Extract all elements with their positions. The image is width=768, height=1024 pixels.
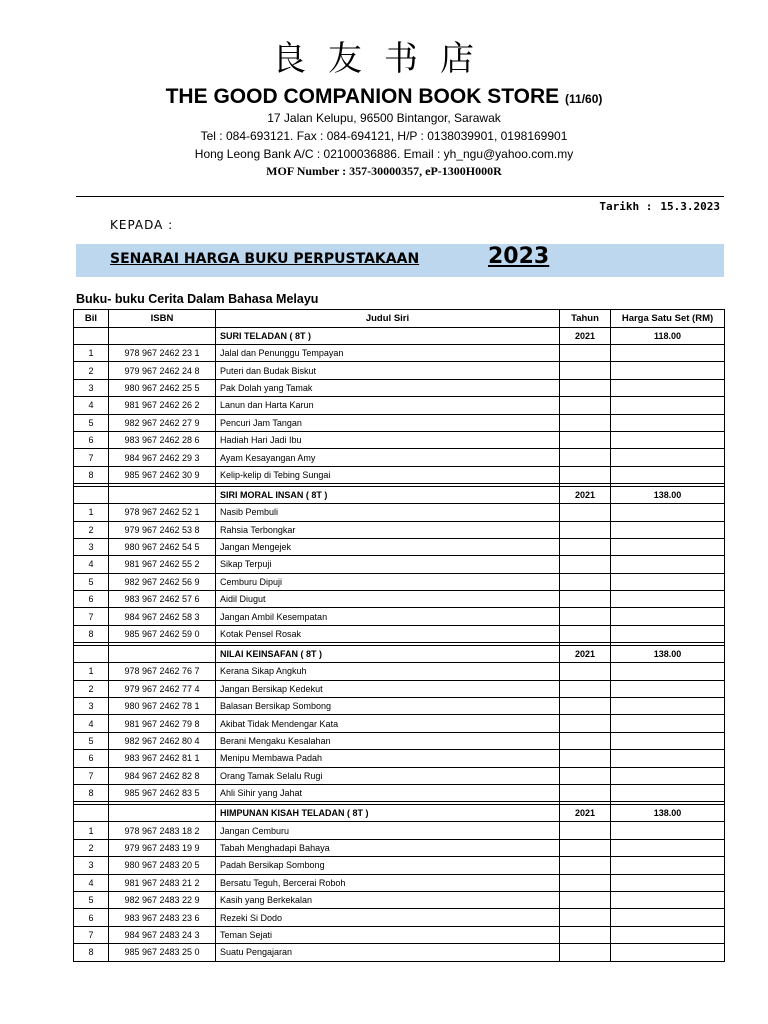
book-number: 5	[74, 573, 109, 590]
table-row	[74, 663, 725, 680]
book-title: Aidil Diugut	[216, 591, 560, 608]
recipient-label: KEPADA :	[110, 218, 174, 232]
series-year: 2021	[560, 805, 611, 822]
table-row	[74, 573, 725, 590]
book-number: 6	[74, 909, 109, 926]
table-row	[74, 504, 725, 521]
empty-cell	[74, 487, 109, 504]
empty-cell	[74, 646, 109, 663]
book-title: Rezeki Si Dodo	[216, 909, 560, 926]
book-number: 6	[74, 750, 109, 767]
date-line	[599, 200, 720, 213]
book-isbn: 984 967 2462 58 3	[109, 608, 216, 625]
book-isbn: 983 967 2483 23 6	[109, 909, 216, 926]
series-name: SURI TELADAN ( 8T )	[216, 328, 560, 345]
book-isbn: 983 967 2462 57 6	[109, 591, 216, 608]
empty-cell	[611, 874, 725, 891]
store-address: 17 Jalan Kelupu, 96500 Bintangor, Sarawak	[267, 111, 501, 125]
table-row	[74, 732, 725, 749]
book-number: 1	[74, 663, 109, 680]
empty-cell	[611, 449, 725, 466]
empty-cell	[611, 431, 725, 448]
book-title: Akibat Tidak Mendengar Kata	[216, 715, 560, 732]
book-isbn: 983 967 2462 81 1	[109, 750, 216, 767]
empty-cell	[611, 663, 725, 680]
empty-cell	[611, 715, 725, 732]
table-row	[74, 822, 725, 839]
banner-title: SENARAI HARGA BUKU PERPUSTAKAAN	[110, 251, 420, 267]
book-title: Kerana Sikap Angkuh	[216, 663, 560, 680]
empty-cell	[611, 591, 725, 608]
book-title: Nasib Pembuli	[216, 504, 560, 521]
store-bank-email: Hong Leong Bank A/C : 02100036886. Email : yh_ngu@yahoo.com.my	[194, 147, 574, 161]
empty-cell	[560, 767, 611, 784]
empty-cell	[611, 680, 725, 697]
book-number: 5	[74, 732, 109, 749]
empty-cell	[611, 822, 725, 839]
table-row	[74, 379, 725, 396]
book-isbn: 978 967 2462 52 1	[109, 504, 216, 521]
book-title: Balasan Bersikap Sombong	[216, 698, 560, 715]
empty-cell	[611, 466, 725, 483]
empty-cell	[560, 608, 611, 625]
book-title: Jangan Bersikap Kedekut	[216, 680, 560, 697]
book-isbn: 978 967 2462 76 7	[109, 663, 216, 680]
book-title: Berani Mengaku Kesalahan	[216, 732, 560, 749]
book-number: 3	[74, 698, 109, 715]
book-title: Suatu Pengajaran	[216, 944, 560, 961]
empty-cell	[611, 362, 725, 379]
book-isbn: 982 967 2483 22 9	[109, 891, 216, 908]
empty-cell	[611, 767, 725, 784]
table-row	[74, 414, 725, 431]
mof-number: MOF Number : 357-30000357, eP-1300H000R	[266, 164, 502, 178]
empty-cell	[611, 345, 725, 362]
empty-cell	[560, 345, 611, 362]
book-isbn: 984 967 2483 24 3	[109, 926, 216, 943]
empty-cell	[109, 805, 216, 822]
book-isbn: 984 967 2462 29 3	[109, 449, 216, 466]
table-row	[74, 608, 725, 625]
series-price: 138.00	[611, 805, 725, 822]
date-value: 15.3.2023	[660, 200, 720, 213]
book-isbn: 978 967 2462 23 1	[109, 345, 216, 362]
book-number: 4	[74, 556, 109, 573]
empty-cell	[611, 857, 725, 874]
book-title: Kelip-kelip di Tebing Sungai	[216, 466, 560, 483]
book-isbn: 985 967 2483 25 0	[109, 944, 216, 961]
empty-cell	[560, 909, 611, 926]
table-row	[74, 909, 725, 926]
table-row	[74, 449, 725, 466]
table-row	[74, 538, 725, 555]
empty-cell	[560, 784, 611, 801]
book-number: 7	[74, 608, 109, 625]
table-row	[74, 750, 725, 767]
series-name: NILAI KEINSAFAN ( 8T )	[216, 646, 560, 663]
book-number: 1	[74, 504, 109, 521]
book-number: 8	[74, 466, 109, 483]
book-number: 8	[74, 944, 109, 961]
book-number: 2	[74, 680, 109, 697]
book-number: 2	[74, 362, 109, 379]
book-title: Padah Bersikap Sombong	[216, 857, 560, 874]
table-row	[74, 891, 725, 908]
column-header: Harga Satu Set (RM)	[611, 310, 725, 328]
table-row	[74, 397, 725, 414]
book-title: Jangan Cemburu	[216, 822, 560, 839]
empty-cell	[611, 608, 725, 625]
empty-cell	[611, 698, 725, 715]
series-price: 118.00	[611, 328, 725, 345]
book-title: Kasih yang Berkekalan	[216, 891, 560, 908]
series-year: 2021	[560, 487, 611, 504]
header-divider	[76, 196, 724, 197]
empty-cell	[611, 573, 725, 590]
book-title: Ahli Sihir yang Jahat	[216, 784, 560, 801]
empty-cell	[611, 504, 725, 521]
table-row	[74, 345, 725, 362]
book-title: Jalal dan Penunggu Tempayan	[216, 345, 560, 362]
book-title: Lanun dan Harta Karun	[216, 397, 560, 414]
empty-cell	[560, 732, 611, 749]
book-number: 4	[74, 715, 109, 732]
book-isbn: 985 967 2462 83 5	[109, 784, 216, 801]
table-row	[74, 874, 725, 891]
empty-cell	[611, 784, 725, 801]
title-banner	[76, 244, 724, 277]
book-title: Teman Sejati	[216, 926, 560, 943]
series-price: 138.00	[611, 646, 725, 663]
empty-cell	[560, 521, 611, 538]
book-number: 1	[74, 822, 109, 839]
book-number: 7	[74, 449, 109, 466]
book-isbn: 982 967 2462 56 9	[109, 573, 216, 590]
store-phone: Tel : 084-693121. Fax : 084-694121, H/P : 0138039901, 0198169901	[200, 129, 568, 143]
empty-cell	[560, 663, 611, 680]
book-title: Bersatu Teguh, Bercerai Roboh	[216, 874, 560, 891]
book-number: 3	[74, 538, 109, 555]
empty-cell	[611, 750, 725, 767]
book-number: 8	[74, 784, 109, 801]
book-isbn: 980 967 2483 20 5	[109, 857, 216, 874]
store-name	[0, 84, 768, 112]
empty-cell	[560, 431, 611, 448]
empty-cell	[560, 715, 611, 732]
empty-cell	[560, 750, 611, 767]
series-name: HIMPUNAN KISAH TELADAN ( 8T )	[216, 805, 560, 822]
book-title: Menipu Membawa Padah	[216, 750, 560, 767]
table-row	[74, 431, 725, 448]
empty-cell	[560, 822, 611, 839]
empty-cell	[611, 732, 725, 749]
series-header-row	[74, 805, 725, 822]
series-year: 2021	[560, 646, 611, 663]
series-header-row	[74, 328, 725, 345]
empty-cell	[560, 857, 611, 874]
empty-cell	[611, 414, 725, 431]
table-row	[74, 767, 725, 784]
book-isbn: 982 967 2462 27 9	[109, 414, 216, 431]
empty-cell	[560, 573, 611, 590]
empty-cell	[611, 521, 725, 538]
section-subtitle: Buku- buku Cerita Dalam Bahasa Melayu	[76, 292, 319, 306]
table-row	[74, 556, 725, 573]
book-number: 5	[74, 414, 109, 431]
empty-cell	[560, 698, 611, 715]
empty-cell	[560, 449, 611, 466]
empty-cell	[109, 646, 216, 663]
book-number: 2	[74, 839, 109, 856]
date-label: Tarikh :	[599, 200, 653, 213]
book-title: Kotak Pensel Rosak	[216, 625, 560, 642]
book-number: 6	[74, 591, 109, 608]
book-number: 6	[74, 431, 109, 448]
book-title: Sikap Terpuji	[216, 556, 560, 573]
empty-cell	[611, 891, 725, 908]
series-header-row	[74, 646, 725, 663]
book-number: 7	[74, 767, 109, 784]
book-title: Pak Dolah yang Tamak	[216, 379, 560, 396]
book-isbn: 982 967 2462 80 4	[109, 732, 216, 749]
empty-cell	[560, 625, 611, 642]
book-isbn: 979 967 2462 77 4	[109, 680, 216, 697]
book-isbn: 985 967 2462 59 0	[109, 625, 216, 642]
book-number: 2	[74, 521, 109, 538]
book-number: 5	[74, 891, 109, 908]
book-isbn: 980 967 2462 54 5	[109, 538, 216, 555]
book-isbn: 979 967 2462 24 8	[109, 362, 216, 379]
table-row	[74, 839, 725, 856]
empty-cell	[611, 379, 725, 396]
empty-cell	[560, 891, 611, 908]
empty-cell	[74, 805, 109, 822]
book-title: Pencuri Jam Tangan	[216, 414, 560, 431]
book-title: Jangan Ambil Kesempatan	[216, 608, 560, 625]
empty-cell	[560, 379, 611, 396]
table-row	[74, 362, 725, 379]
empty-cell	[74, 328, 109, 345]
empty-cell	[560, 839, 611, 856]
book-isbn: 981 967 2462 55 2	[109, 556, 216, 573]
book-number: 4	[74, 874, 109, 891]
book-isbn: 980 967 2462 78 1	[109, 698, 216, 715]
empty-cell	[109, 328, 216, 345]
empty-cell	[560, 362, 611, 379]
column-header: Tahun	[560, 310, 611, 328]
table-row	[74, 591, 725, 608]
book-isbn: 984 967 2462 82 8	[109, 767, 216, 784]
store-name-text: THE GOOD COMPANION BOOK STORE	[165, 85, 560, 108]
table-row	[74, 521, 725, 538]
empty-cell	[611, 909, 725, 926]
book-number: 7	[74, 926, 109, 943]
book-number: 3	[74, 379, 109, 396]
book-isbn: 983 967 2462 28 6	[109, 431, 216, 448]
empty-cell	[611, 926, 725, 943]
empty-cell	[560, 591, 611, 608]
book-isbn: 979 967 2462 53 8	[109, 521, 216, 538]
book-title: Jangan Mengejek	[216, 538, 560, 555]
empty-cell	[560, 680, 611, 697]
table-row	[74, 625, 725, 642]
empty-cell	[560, 414, 611, 431]
book-number: 4	[74, 397, 109, 414]
empty-cell	[611, 556, 725, 573]
empty-cell	[560, 466, 611, 483]
book-isbn: 980 967 2462 25 5	[109, 379, 216, 396]
table-row	[74, 715, 725, 732]
empty-cell	[560, 504, 611, 521]
book-isbn: 981 967 2483 21 2	[109, 874, 216, 891]
table-row	[74, 926, 725, 943]
store-code: (11/60)	[565, 92, 603, 106]
empty-cell	[611, 944, 725, 961]
book-title: Orang Tamak Selalu Rugi	[216, 767, 560, 784]
series-year: 2021	[560, 328, 611, 345]
table-row	[74, 466, 725, 483]
column-header: ISBN	[109, 310, 216, 328]
series-name: SIRI MORAL INSAN ( 8T )	[216, 487, 560, 504]
empty-cell	[560, 538, 611, 555]
table-row	[74, 944, 725, 961]
book-isbn: 978 967 2483 18 2	[109, 822, 216, 839]
book-number: 1	[74, 345, 109, 362]
empty-cell	[109, 487, 216, 504]
book-number: 8	[74, 625, 109, 642]
book-title: Cemburu Dipuji	[216, 573, 560, 590]
empty-cell	[560, 874, 611, 891]
price-table	[73, 309, 725, 962]
book-isbn: 981 967 2462 26 2	[109, 397, 216, 414]
banner-year: 2023	[488, 244, 550, 269]
table-row	[74, 784, 725, 801]
book-title: Tabah Menghadapi Bahaya	[216, 839, 560, 856]
book-number: 3	[74, 857, 109, 874]
table-row	[74, 698, 725, 715]
empty-cell	[560, 556, 611, 573]
book-title: Rahsia Terbongkar	[216, 521, 560, 538]
book-isbn: 981 967 2462 79 8	[109, 715, 216, 732]
empty-cell	[611, 538, 725, 555]
book-title: Ayam Kesayangan Amy	[216, 449, 560, 466]
empty-cell	[560, 397, 611, 414]
book-isbn: 985 967 2462 30 9	[109, 466, 216, 483]
table-row	[74, 680, 725, 697]
empty-cell	[560, 944, 611, 961]
column-header: Bil	[74, 310, 109, 328]
book-title: Puteri dan Budak Biskut	[216, 362, 560, 379]
chinese-store-name: 良友书店	[272, 39, 496, 79]
empty-cell	[560, 926, 611, 943]
book-title: Hadiah Hari Jadi Ibu	[216, 431, 560, 448]
book-isbn: 979 967 2483 19 9	[109, 839, 216, 856]
empty-cell	[611, 397, 725, 414]
column-header: Judul Siri	[216, 310, 560, 328]
series-price: 138.00	[611, 487, 725, 504]
table-header-row	[74, 310, 725, 328]
empty-cell	[611, 839, 725, 856]
series-header-row	[74, 487, 725, 504]
empty-cell	[611, 625, 725, 642]
table-row	[74, 857, 725, 874]
